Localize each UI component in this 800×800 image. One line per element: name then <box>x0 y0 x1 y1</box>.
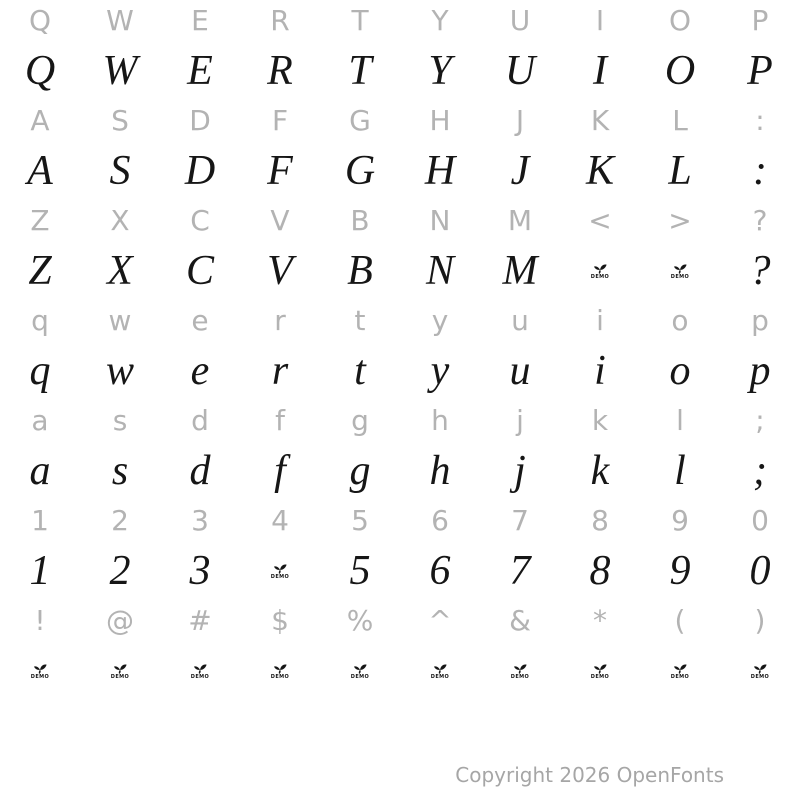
demo-label: DEMO <box>510 673 530 680</box>
font-glyph: B <box>347 248 373 294</box>
font-glyph: o <box>669 348 691 394</box>
demo-ornament-icon <box>432 663 448 674</box>
reference-char: P <box>751 4 769 37</box>
reference-char: B <box>350 204 370 237</box>
reference-char: k <box>591 404 609 437</box>
font-glyph: q <box>29 348 51 394</box>
reference-line <box>0 600 800 642</box>
demo-ornament-icon <box>672 663 688 674</box>
demo-placeholder-cell <box>320 642 400 700</box>
demo-ornament-icon <box>272 663 288 674</box>
reference-char: i <box>596 304 604 337</box>
char-row <box>0 200 800 300</box>
reference-char: N <box>429 204 451 237</box>
reference-char: A <box>30 104 50 137</box>
reference-char: H <box>429 104 451 137</box>
reference-char: U <box>509 4 531 37</box>
reference-char: S <box>111 104 129 137</box>
reference-char: J <box>515 104 525 137</box>
reference-char: 8 <box>591 504 609 537</box>
font-glyph: g <box>349 448 371 494</box>
font-glyph: Y <box>428 48 452 94</box>
font-glyph: : <box>753 148 767 194</box>
demo-label: DEMO <box>350 673 370 680</box>
reference-char: j <box>516 404 524 437</box>
font-glyph: V <box>267 248 293 294</box>
char-row <box>0 500 800 600</box>
demo-label: DEMO <box>670 673 690 680</box>
reference-char: Y <box>431 4 449 37</box>
font-glyph: u <box>509 348 531 394</box>
font-glyph: W <box>102 48 138 94</box>
demo-placeholder <box>351 663 369 680</box>
reference-char: y <box>431 304 449 337</box>
reference-char: F <box>271 104 289 137</box>
demo-label: DEMO <box>190 673 210 680</box>
reference-char: * <box>593 604 607 637</box>
font-glyph: r <box>271 348 289 394</box>
demo-placeholder-cell <box>160 642 240 700</box>
demo-placeholder <box>591 663 609 680</box>
glyph-line <box>0 142 800 200</box>
demo-label: DEMO <box>270 673 290 680</box>
reference-char: M <box>507 204 533 237</box>
font-glyph: Q <box>24 48 56 94</box>
font-glyph: f <box>274 448 286 494</box>
reference-char: ; <box>755 404 765 437</box>
footer-copyright: Copyright 2026 OpenFonts <box>455 763 724 787</box>
demo-placeholder-cell <box>720 642 800 700</box>
reference-char: 6 <box>431 504 449 537</box>
demo-placeholder-cell <box>80 642 160 700</box>
demo-placeholder-cell <box>560 642 640 700</box>
reference-char: 1 <box>31 504 49 537</box>
reference-char: o <box>671 304 689 337</box>
reference-char: e <box>191 304 209 337</box>
reference-char: : <box>755 104 765 137</box>
demo-placeholder-cell <box>400 642 480 700</box>
reference-char: w <box>108 304 132 337</box>
reference-char: E <box>191 4 209 37</box>
font-glyph: e <box>190 348 210 394</box>
glyph-line <box>0 342 800 400</box>
demo-placeholder-cell <box>240 642 320 700</box>
reference-char: T <box>351 4 369 37</box>
reference-line <box>0 0 800 42</box>
demo-placeholder-cell <box>0 642 80 700</box>
font-glyph: 7 <box>509 548 531 594</box>
reference-char: ^ <box>428 604 452 637</box>
demo-ornament-icon <box>592 263 608 274</box>
font-glyph: I <box>593 48 607 94</box>
font-glyph: G <box>344 148 376 194</box>
font-glyph: Z <box>28 248 52 294</box>
glyph-line <box>0 542 800 600</box>
demo-placeholder <box>31 663 49 680</box>
demo-ornament-icon <box>192 663 208 674</box>
char-row <box>0 300 800 400</box>
reference-char: s <box>112 404 128 437</box>
reference-line <box>0 300 800 342</box>
reference-char: l <box>676 404 684 437</box>
font-glyph: X <box>107 248 133 294</box>
glyph-line <box>0 642 800 700</box>
reference-char: Z <box>30 204 50 237</box>
reference-char: d <box>191 404 209 437</box>
reference-char: a <box>31 404 49 437</box>
font-glyph: K <box>585 148 614 194</box>
reference-char: 5 <box>351 504 369 537</box>
font-glyph: k <box>590 448 610 494</box>
reference-char: X <box>110 204 130 237</box>
reference-char: g <box>351 404 369 437</box>
reference-char: # <box>188 604 212 637</box>
reference-char: ( <box>674 604 686 637</box>
font-glyph: D <box>184 148 216 194</box>
font-glyph: ? <box>749 248 771 294</box>
glyph-line <box>0 442 800 500</box>
reference-char: p <box>751 304 769 337</box>
font-glyph: s <box>111 448 129 494</box>
font-glyph: E <box>187 48 213 94</box>
font-glyph: O <box>664 48 696 94</box>
reference-char: % <box>346 604 374 637</box>
demo-placeholder <box>511 663 529 680</box>
font-glyph: L <box>668 148 692 194</box>
demo-placeholder-cell <box>480 642 560 700</box>
reference-char: q <box>31 304 49 337</box>
demo-placeholder <box>751 663 769 680</box>
demo-placeholder <box>671 263 689 280</box>
demo-ornament-icon <box>352 663 368 674</box>
font-glyph: 3 <box>189 548 211 594</box>
reference-line <box>0 400 800 442</box>
font-glyph: 2 <box>109 548 131 594</box>
demo-label: DEMO <box>750 673 770 680</box>
reference-char: r <box>274 304 286 337</box>
reference-char: ! <box>34 604 46 637</box>
font-glyph: A <box>27 148 53 194</box>
reference-char: 4 <box>271 504 289 537</box>
reference-char: u <box>511 304 529 337</box>
font-glyph: 1 <box>29 548 51 594</box>
reference-char: 3 <box>191 504 209 537</box>
demo-placeholder-cell <box>240 542 320 600</box>
demo-label: DEMO <box>270 573 290 580</box>
font-glyph: 0 <box>749 548 771 594</box>
reference-char: D <box>189 104 211 137</box>
reference-char: & <box>509 604 531 637</box>
demo-ornament-icon <box>272 563 288 574</box>
font-glyph: J <box>510 148 530 194</box>
demo-placeholder <box>271 563 289 580</box>
reference-char: W <box>106 4 134 37</box>
glyph-line <box>0 242 800 300</box>
demo-label: DEMO <box>30 673 50 680</box>
reference-char: O <box>668 4 692 37</box>
reference-char: L <box>672 104 688 137</box>
reference-char: I <box>595 4 605 37</box>
demo-label: DEMO <box>670 273 690 280</box>
reference-char: 9 <box>671 504 689 537</box>
demo-ornament-icon <box>592 663 608 674</box>
font-glyph: w <box>105 348 134 394</box>
font-glyph: 5 <box>349 548 371 594</box>
reference-char: G <box>349 104 371 137</box>
font-glyph: S <box>109 148 131 194</box>
reference-char: $ <box>271 604 289 637</box>
demo-placeholder <box>431 663 449 680</box>
font-glyph: C <box>185 248 214 294</box>
reference-char: ? <box>752 204 768 237</box>
demo-ornament-icon <box>512 663 528 674</box>
demo-placeholder-cell <box>640 642 720 700</box>
reference-line <box>0 500 800 542</box>
char-row <box>0 100 800 200</box>
reference-char: h <box>431 404 449 437</box>
demo-ornament-icon <box>672 263 688 274</box>
font-glyph: R <box>267 48 293 94</box>
demo-placeholder <box>271 663 289 680</box>
font-glyph: 8 <box>589 548 611 594</box>
reference-char: Q <box>28 4 52 37</box>
demo-label: DEMO <box>590 673 610 680</box>
font-glyph: d <box>189 448 211 494</box>
demo-placeholder-cell <box>560 242 640 300</box>
font-glyph: p <box>749 348 771 394</box>
demo-placeholder <box>591 263 609 280</box>
reference-char: K <box>590 104 610 137</box>
font-glyph: H <box>424 148 456 194</box>
reference-char: R <box>270 4 290 37</box>
demo-ornament-icon <box>32 663 48 674</box>
demo-placeholder <box>111 663 129 680</box>
font-glyph: l <box>674 448 686 494</box>
char-row <box>0 0 800 100</box>
demo-label: DEMO <box>110 673 130 680</box>
reference-line <box>0 100 800 142</box>
font-glyph: 6 <box>429 548 451 594</box>
demo-placeholder <box>671 663 689 680</box>
font-glyph: ; <box>753 448 767 494</box>
reference-char: > <box>668 204 692 237</box>
font-glyph: a <box>29 448 51 494</box>
font-glyph: F <box>267 148 293 194</box>
font-glyph: j <box>514 448 526 494</box>
reference-char: C <box>190 204 210 237</box>
demo-ornament-icon <box>752 663 768 674</box>
demo-placeholder <box>191 663 209 680</box>
font-glyph: N <box>425 248 454 294</box>
font-glyph: y <box>430 348 450 394</box>
reference-char: t <box>354 304 366 337</box>
demo-ornament-icon <box>112 663 128 674</box>
glyph-line <box>0 42 800 100</box>
reference-char: 0 <box>751 504 769 537</box>
font-glyph: t <box>354 348 366 394</box>
font-glyph: M <box>502 248 538 294</box>
reference-char: 7 <box>511 504 529 537</box>
reference-char: @ <box>106 604 134 637</box>
font-glyph: U <box>504 48 536 94</box>
reference-char: < <box>588 204 612 237</box>
char-row <box>0 400 800 500</box>
reference-char: f <box>275 404 285 437</box>
reference-line <box>0 200 800 242</box>
reference-char: ) <box>754 604 766 637</box>
demo-placeholder-cell <box>640 242 720 300</box>
reference-char: V <box>270 204 290 237</box>
demo-label: DEMO <box>430 673 450 680</box>
font-glyph: P <box>747 48 773 94</box>
demo-label: DEMO <box>590 273 610 280</box>
reference-char: 2 <box>111 504 129 537</box>
font-glyph: T <box>348 48 372 94</box>
char-row <box>0 600 800 700</box>
font-glyph: 9 <box>669 548 691 594</box>
font-glyph: h <box>429 448 451 494</box>
font-glyph: i <box>594 348 606 394</box>
